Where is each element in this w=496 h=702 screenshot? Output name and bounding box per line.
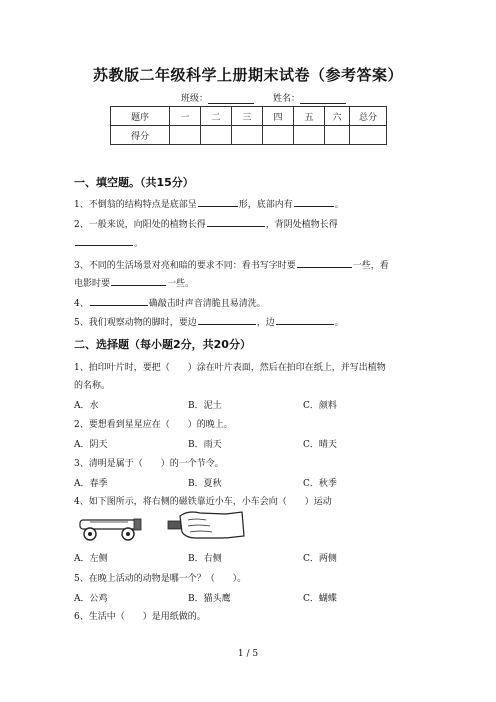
header-cell: 五 — [294, 107, 325, 126]
score-cell[interactable] — [350, 126, 387, 145]
q-text: 。 — [334, 200, 344, 210]
q-text: 。 — [334, 318, 344, 328]
score-cell[interactable] — [232, 126, 263, 145]
q-text: ，边 — [256, 318, 275, 328]
s1-question-2-cont — [74, 236, 143, 249]
page-title: 苏教版二年级科学上册期末试卷（参考答案） — [92, 66, 403, 84]
answer-blank[interactable] — [207, 217, 265, 227]
score-cell[interactable] — [263, 126, 294, 145]
option-c[interactable]: C．秋季 — [303, 479, 337, 489]
header-cell: 六 — [325, 107, 350, 126]
option-b[interactable]: B．雨天 — [188, 440, 222, 450]
score-cell[interactable] — [294, 126, 325, 145]
s2-question-1: 1、拍印叶片时，要把（ ）涂在叶片表面，然后在拍印在纸上，并写出植物 — [74, 363, 386, 373]
option-c[interactable]: C．蝴蝶 — [303, 594, 337, 604]
answer-blank[interactable] — [297, 258, 352, 268]
option-c[interactable]: C．颜料 — [303, 401, 337, 411]
q-text: 一些。 — [167, 279, 195, 289]
q-text: 2、一般来说，向阳处的植物长得 — [74, 220, 206, 230]
option-a[interactable]: A．公鸡 — [74, 594, 108, 604]
q-text: 3、不同的生活场景对亮和暗的要求不同：看书写字时要 — [74, 261, 296, 271]
answer-blank[interactable] — [198, 315, 256, 325]
q-text: 1、不倒翁的结构特点是底部呈 — [74, 200, 197, 210]
s2-question-3: 3、清明是属于（ ）的一个节令。 — [74, 459, 224, 469]
option-b[interactable]: B．猫头鹰 — [188, 594, 231, 604]
s1-question-2 — [74, 217, 338, 230]
q-text: 5、我们观察动物的脚时，要边 — [74, 318, 197, 328]
header-cell: 总分 — [350, 107, 387, 126]
s2-question-5: 5、在晚上活动的动物是哪一个？（ ）。 — [74, 574, 247, 584]
option-a[interactable]: A．左侧 — [74, 554, 108, 564]
answer-blank[interactable] — [90, 296, 148, 306]
answer-blank[interactable] — [276, 315, 334, 325]
option-a[interactable]: A．阴天 — [74, 440, 108, 450]
s1-question-1 — [74, 197, 344, 210]
option-a[interactable]: A．春季 — [74, 479, 108, 489]
header-cell: 二 — [201, 107, 232, 126]
s2-question-2: 2、要想看到星星应在（ ）的晚上。 — [74, 420, 233, 430]
option-c[interactable]: C．晴天 — [303, 440, 337, 450]
q-text: 电影时要 — [74, 279, 111, 289]
option-b[interactable]: B．右侧 — [188, 554, 222, 564]
toy-car — [80, 519, 141, 540]
answer-blank[interactable] — [111, 276, 166, 286]
score-table-score-row — [111, 126, 387, 145]
header-cell: 题序 — [111, 107, 170, 126]
section2-heading: 二、选择题（每小题2分，共20分） — [74, 338, 251, 351]
s1-question-3 — [74, 258, 389, 271]
header-cell: 四 — [263, 107, 294, 126]
score-cell[interactable] — [201, 126, 232, 145]
magnet-car-figure — [76, 508, 246, 548]
q-text: 形，底部内有 — [238, 200, 293, 210]
answer-blank[interactable] — [294, 197, 334, 207]
header-cell: 三 — [232, 107, 263, 126]
s1-question-4 — [74, 296, 266, 309]
s1-question-5 — [74, 315, 344, 328]
header-cell: 一 — [170, 107, 201, 126]
score-label-cell: 得分 — [111, 126, 170, 145]
option-b[interactable]: B．夏秋 — [188, 479, 222, 489]
name-blank[interactable] — [300, 93, 346, 104]
answer-blank[interactable] — [75, 236, 133, 246]
option-a[interactable]: A．水 — [74, 401, 99, 411]
q-text: ，背阴处植物长得 — [265, 220, 338, 230]
q-text: 4、 — [74, 299, 89, 309]
score-table — [110, 106, 387, 145]
q-text: 一些，看 — [352, 261, 389, 271]
score-cell[interactable] — [325, 126, 350, 145]
option-b[interactable]: B．泥土 — [188, 401, 222, 411]
section1-heading: 一、填空题。（共15分） — [74, 176, 194, 189]
hand-with-magnet — [168, 512, 244, 538]
s2-question-1-cont: 的名称。 — [74, 381, 111, 391]
option-c[interactable]: C．两侧 — [303, 554, 337, 564]
score-table-header-row — [111, 107, 387, 126]
q-text: 确敲击时声音清脆且易清洗。 — [148, 299, 266, 309]
s1-question-3-cont — [74, 276, 194, 289]
class-label: 班级： — [181, 94, 209, 104]
class-blank[interactable] — [208, 93, 254, 104]
page-number: 1 / 5 — [237, 649, 259, 659]
class-field[interactable] — [181, 91, 254, 104]
score-cell[interactable] — [170, 126, 201, 145]
s2-question-6: 6、生活中（ ）是用纸做的。 — [74, 612, 206, 622]
s2-question-4: 4、如下图所示，将右侧的磁铁靠近小车，小车会向（ ）运动 — [74, 497, 332, 507]
name-label: 姓名： — [273, 94, 301, 104]
name-field[interactable] — [273, 91, 346, 104]
answer-blank[interactable] — [198, 197, 238, 207]
q-text: 。 — [134, 239, 144, 249]
